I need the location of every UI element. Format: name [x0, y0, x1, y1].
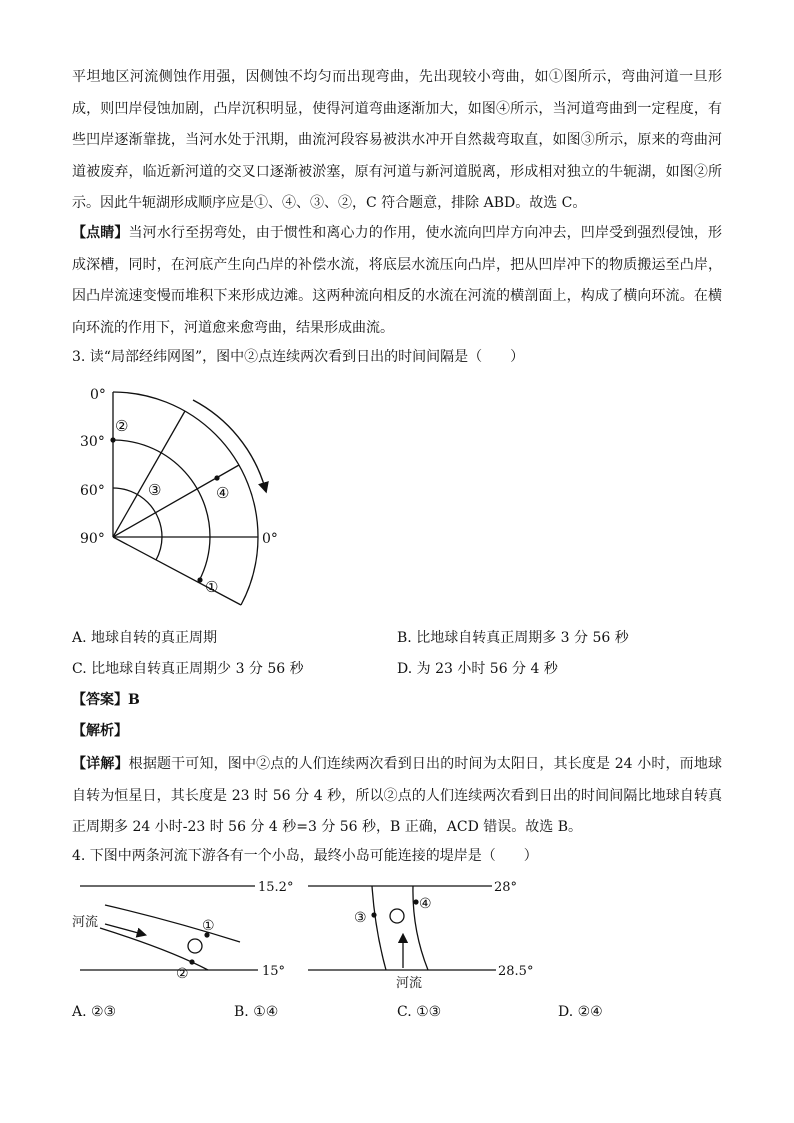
- q3-analysis-heading: 【解析】: [72, 723, 128, 739]
- point-1-label: ①: [205, 578, 219, 596]
- island-left: [188, 939, 202, 953]
- q4-option-d: D. ②④: [558, 1004, 603, 1020]
- q2-analysis-paragraph: 平坦地区河流侧蚀作用强，因侧蚀不均匀而出现弯曲，先出现较小弯曲，如①图所示，弯曲河道一旦形成，则凹岸侵蚀加剧，凸岸沉积明显，使得河道弯曲逐渐加大，如图④所示，当河道弯曲到一定程度，有些凹岸逐渐靠拢，当河水处于汛期，曲流河段容易被洪水冲开自然裁弯取直，如图③所示，原来的弯曲河道被废弃，临近新河道的交叉口逐渐被淤塞，原有河道与新河道脱离，形成相对独立的牛轭湖，如图②所示。因此牛轭湖形成顺序应是①、④、③、②，C 符合题意，排除 ABD。故选 C。: [72, 69, 722, 211]
- lon-label-0: 0°: [262, 531, 278, 547]
- flow-arrow-left: [105, 924, 142, 934]
- point-3-dot-right: [371, 912, 376, 917]
- point-2-label: ②: [115, 417, 129, 435]
- q3-detail-paragraph: [72, 749, 722, 844]
- latitude-30-arc: [113, 440, 210, 537]
- q3-option-b: B. 比地球自转真正周期多 3 分 56 秒: [397, 630, 629, 646]
- island-right: [390, 909, 404, 923]
- lat-label-60: 60°: [80, 483, 105, 499]
- point-4-dot-right: [413, 899, 418, 904]
- lat-label-30: 30°: [80, 434, 105, 450]
- river-bank-left-right: [372, 886, 386, 970]
- point-2-dot-left: [189, 959, 194, 964]
- top-lat-label-right: 28°: [494, 880, 518, 895]
- q3-answer: 【答案】B: [72, 692, 140, 708]
- point-4-label: ④: [216, 484, 230, 502]
- remark-text: 当河水行至拐弯处，由于惯性和离心力的作用，使水流向凹岸方向冲去，凹岸受到强烈侵蚀，形成深槽，同时，在河底产生向凸岸的补偿水流，将底层水流压向凸岸，把从凹岸冲下的物质搬运至凸岸，因凸岸流速变慢而堆积下来形成边滩。这两种流向相反的水流在河流的横剖面上，构成了横向环流。在横向环流的作用下，河道愈来愈弯曲，结果形成曲流。: [72, 225, 723, 336]
- top-lat-label-left: 15.2°: [258, 880, 294, 895]
- equator-arc: [113, 392, 258, 537]
- lat-label-0: 0°: [90, 387, 106, 403]
- graticule-figure: [70, 378, 300, 613]
- q3-stem: 3. 读“局部经纬网图”，图中②点连续两次看到日出的时间间隔是（ ）: [72, 349, 525, 365]
- q4-stem: 4. 下图中两条河流下游各有一个小岛，最终小岛可能连接的堤岸是（ ）: [72, 848, 538, 864]
- point-4-dot: [214, 475, 219, 480]
- q4-option-c: C. ①③: [397, 1004, 442, 1020]
- point-3-label: ③: [148, 481, 162, 499]
- rotation-arrow: [193, 400, 265, 488]
- remark-tag: 【点睛】: [72, 225, 129, 241]
- bottom-lat-label-right: 28.5°: [498, 964, 534, 979]
- river-label-right: 河流: [396, 976, 423, 989]
- river-figure-left: [72, 874, 312, 984]
- river-figure-right: [300, 874, 540, 989]
- q3-detail-tag: 【详解】: [72, 756, 129, 772]
- q4-option-b: B. ①④: [234, 1004, 279, 1020]
- point-3-label-right: ③: [354, 910, 367, 926]
- bottom-lat-label-left: 15°: [262, 964, 286, 979]
- lat-label-90: 90°: [80, 531, 105, 547]
- point-4-label-right: ④: [419, 896, 432, 912]
- point-2-label-left: ②: [176, 966, 189, 982]
- point-2-dot: [110, 437, 115, 442]
- river-label-left: 河流: [72, 915, 99, 930]
- q3-option-c: C. 比地球自转真正周期少 3 分 56 秒: [72, 661, 304, 677]
- q3-detail-text: 根据题干可知，图中②点的人们连续两次看到日出的时间为太阳日，其长度是 24 小时，而地球自转为恒星日，其长度是 23 时 56 分 4 秒，所以②点的人们连续两次看到日出的时间间隔比地球自转真正周期多 24 小时-23 时 56 分 4 秒=3 分 56 秒，B 正确，ACD 错误。故选 B。: [72, 756, 723, 835]
- latitude-60-lower-arc: [156, 537, 162, 560]
- point-1-label-left: ①: [202, 918, 215, 934]
- q4-option-a: A. ②③: [72, 1004, 117, 1020]
- q3-option-a: A. 地球自转的真正周期: [72, 630, 218, 646]
- remark-paragraph: [72, 218, 722, 344]
- q3-option-d: D. 为 23 小时 56 分 4 秒: [397, 661, 558, 677]
- outer-lower-arc: [241, 537, 258, 605]
- meridian-lower: [113, 537, 241, 605]
- latitude-30-lower-arc: [199, 537, 210, 581]
- point-1-dot: [197, 577, 202, 582]
